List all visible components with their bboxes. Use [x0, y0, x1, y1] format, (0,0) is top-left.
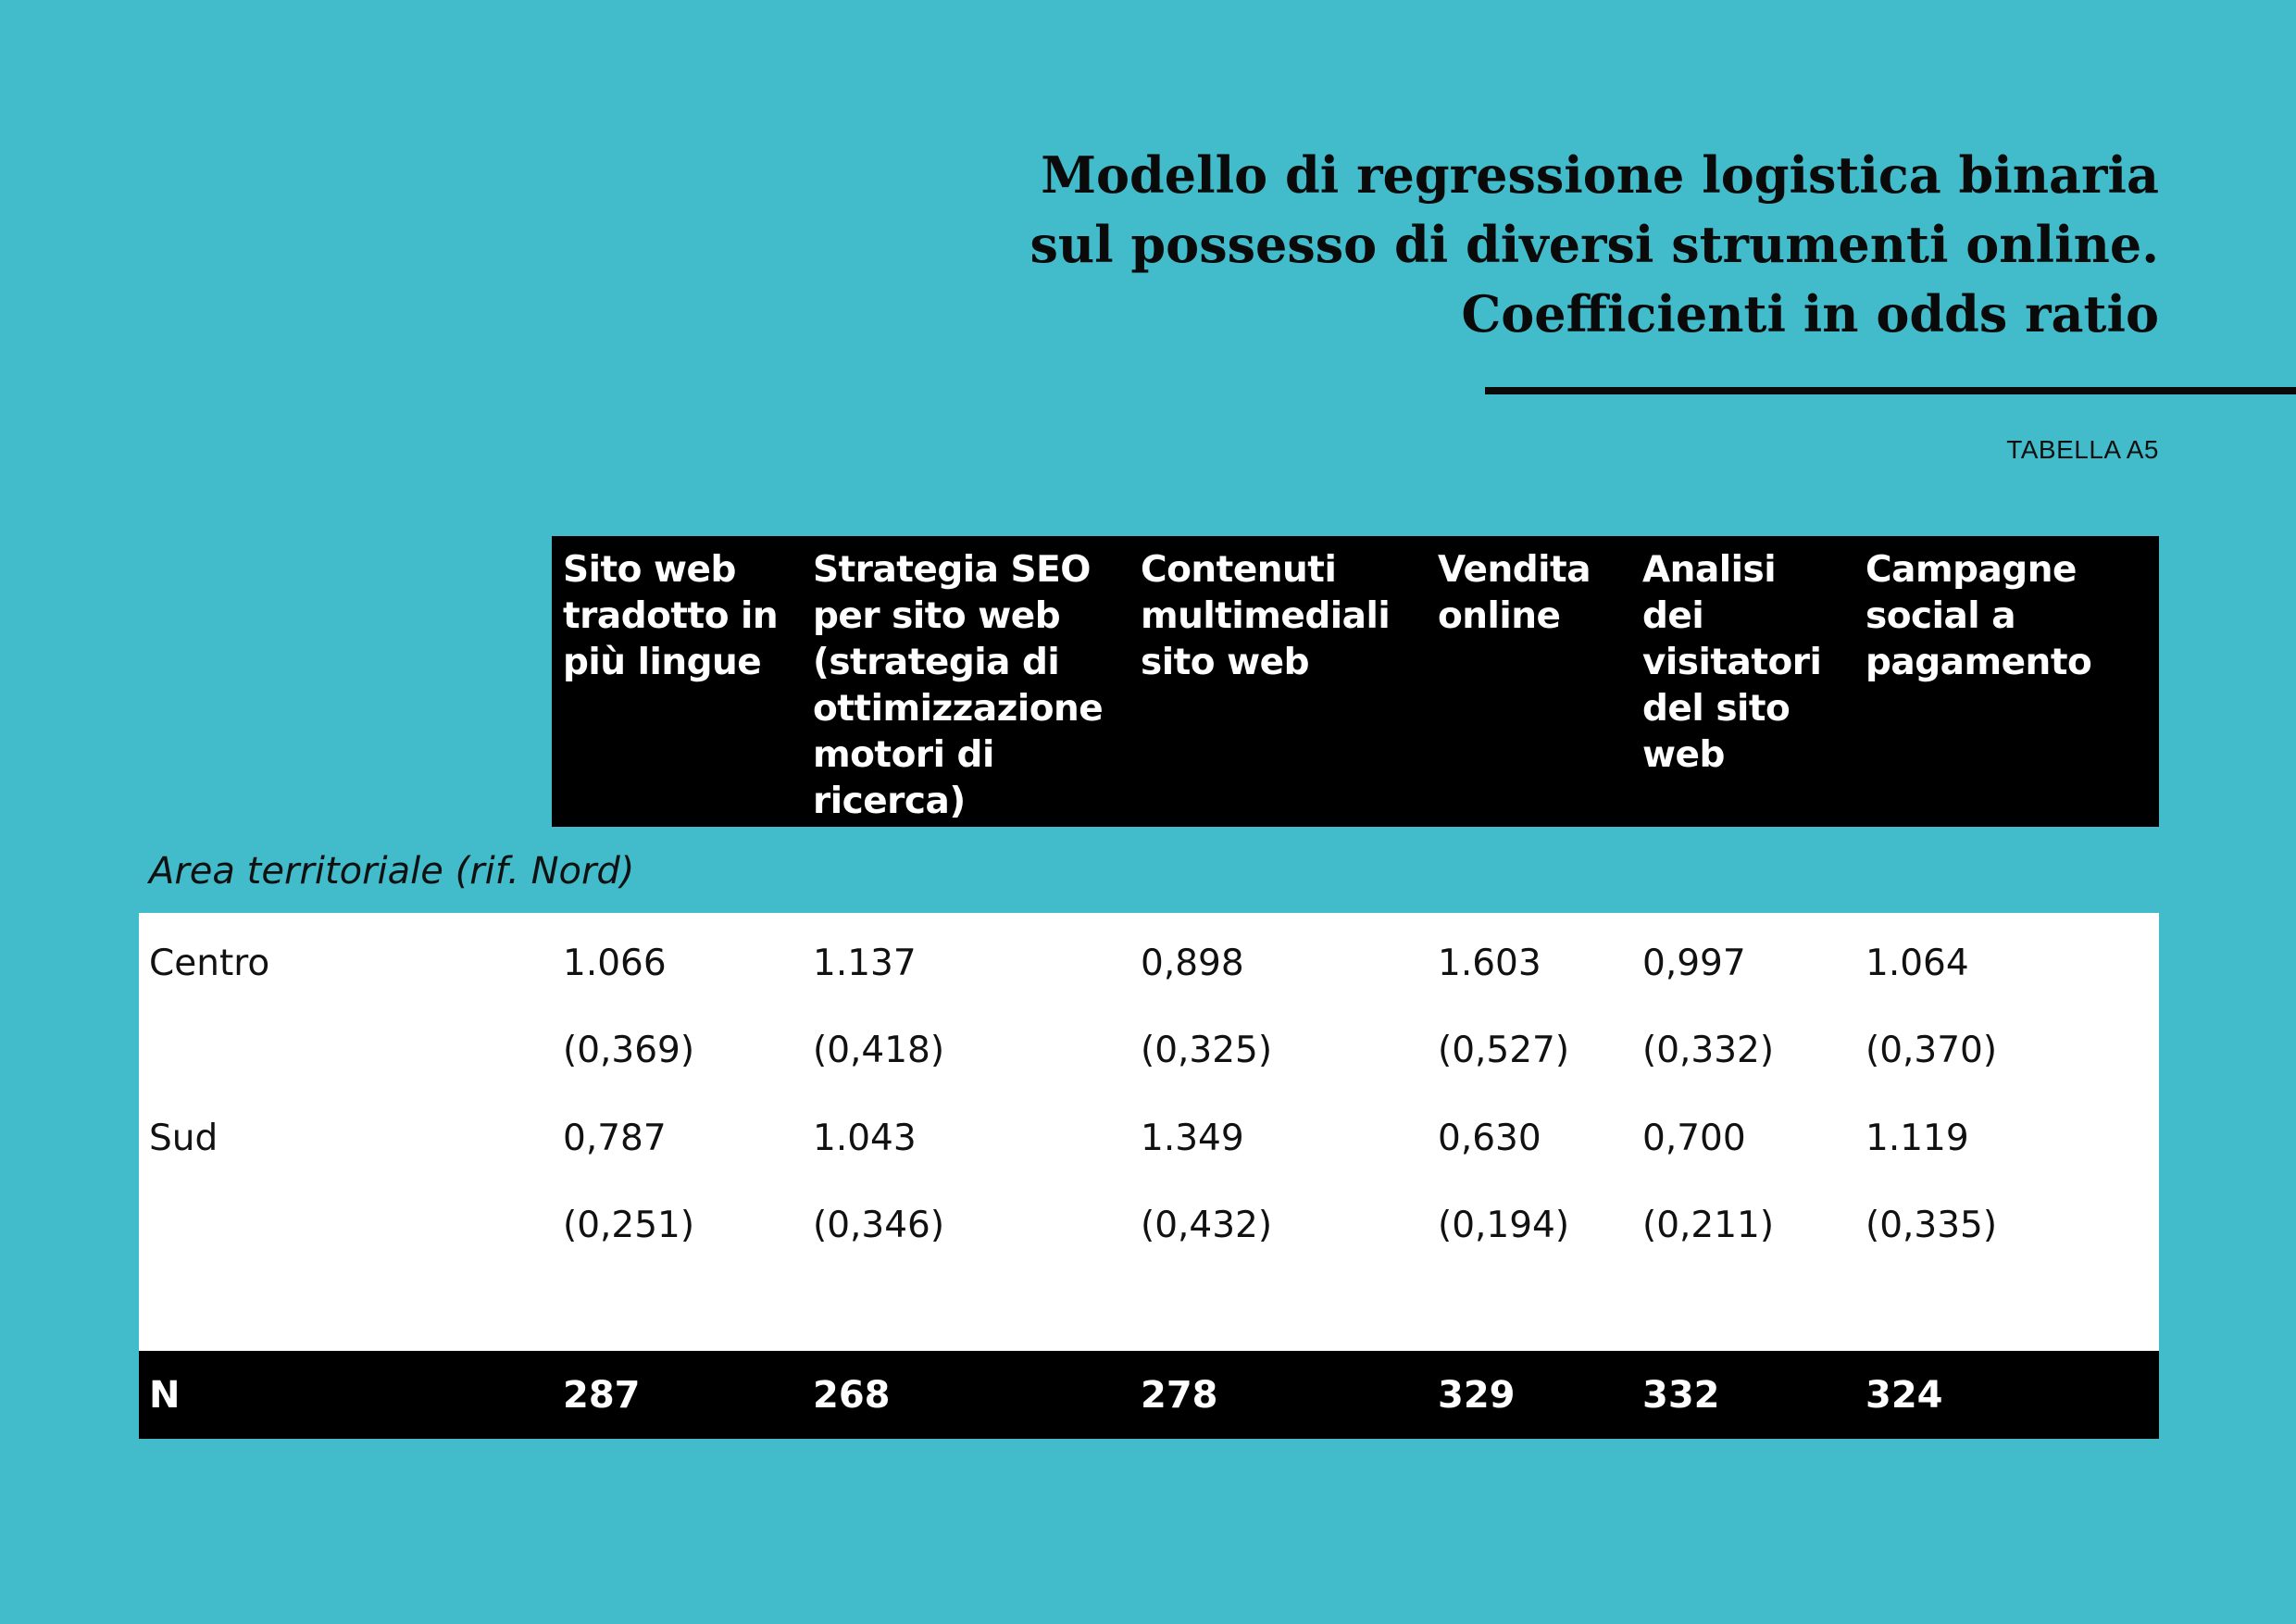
n-row-label: N	[149, 1374, 181, 1417]
cell-value: 1.119	[1866, 1118, 1969, 1159]
column-header-line: Contenuti	[1141, 549, 1337, 591]
column-header-line: social a	[1866, 595, 2016, 637]
column-header-line: Vendita	[1438, 549, 1591, 591]
n-value: 329	[1438, 1374, 1516, 1417]
column-header-1	[563, 547, 778, 686]
cell-value: 0,700	[1642, 1118, 1746, 1159]
column-header-line: motori di	[813, 734, 994, 776]
row-label-centro: Centro	[149, 943, 270, 984]
cell-error: (0,432)	[1141, 1205, 1273, 1246]
row-label-sud: Sud	[149, 1118, 218, 1159]
column-header-line: ottimizzazione	[813, 688, 1104, 730]
title-divider	[1485, 387, 2296, 394]
cell-value: 1.064	[1866, 943, 1969, 984]
column-header-line: per sito web	[813, 595, 1061, 637]
cell-value: 0,898	[1141, 943, 1244, 984]
cell-value: 0,630	[1438, 1118, 1541, 1159]
cell-error: (0,211)	[1642, 1205, 1775, 1246]
column-header-line: Campagne	[1866, 549, 2077, 591]
cell-value: 1.043	[813, 1118, 917, 1159]
cell-value: 0,787	[563, 1118, 667, 1159]
cell-value: 1.066	[563, 943, 667, 984]
column-header-line: (strategia di	[813, 642, 1060, 683]
cell-error: (0,369)	[563, 1030, 695, 1071]
group-label: Area territoriale (rif. Nord)	[149, 850, 635, 893]
column-header-3	[1141, 547, 1390, 686]
cell-error: (0,370)	[1866, 1030, 1998, 1071]
column-header-4	[1438, 547, 1591, 640]
column-header-2	[813, 547, 1103, 825]
column-header-line: Strategia SEO	[813, 549, 1091, 591]
cell-error: (0,325)	[1141, 1030, 1273, 1071]
cell-value: 1.603	[1438, 943, 1541, 984]
cell-error: (0,335)	[1866, 1205, 1998, 1246]
column-header-5	[1642, 547, 1821, 779]
n-value: 287	[563, 1374, 641, 1417]
title-line-3: Coefficienti in odds ratio	[1461, 284, 2159, 344]
title-line-1: Modello di regressione logistica binaria	[1041, 145, 2159, 205]
column-header-line: dei	[1642, 595, 1704, 637]
column-header-line: del sito	[1642, 688, 1791, 730]
title-line-2: sul possesso di diversi strumenti online.	[1029, 215, 2159, 274]
column-header-line: ricerca)	[813, 781, 966, 822]
column-header-line: Analisi	[1642, 549, 1777, 591]
column-header-line: sito web	[1141, 642, 1309, 683]
n-value: 268	[813, 1374, 891, 1417]
cell-value: 0,997	[1642, 943, 1746, 984]
cell-error: (0,251)	[563, 1205, 695, 1246]
document-title	[863, 141, 2159, 349]
cell-error: (0,346)	[813, 1205, 945, 1246]
cell-error: (0,418)	[813, 1030, 945, 1071]
column-header-line: multimediali	[1141, 595, 1391, 637]
cell-error: (0,527)	[1438, 1030, 1570, 1071]
table-label: TABELLA A5	[2006, 435, 2159, 464]
cell-error: (0,194)	[1438, 1205, 1570, 1246]
column-header-line: Sito web	[563, 549, 736, 591]
column-header-6	[1866, 547, 2091, 686]
column-header-line: online	[1438, 595, 1561, 637]
n-value: 324	[1866, 1374, 1943, 1417]
column-header-line: web	[1642, 734, 1725, 776]
n-value: 278	[1141, 1374, 1218, 1417]
cell-value: 1.137	[813, 943, 917, 984]
n-value: 332	[1642, 1374, 1720, 1417]
cell-error: (0,332)	[1642, 1030, 1775, 1071]
column-header-line: visitatori	[1642, 642, 1822, 683]
column-header-line: più lingue	[563, 642, 762, 683]
column-header-line: pagamento	[1866, 642, 2092, 683]
cell-value: 1.349	[1141, 1118, 1244, 1159]
column-header-line: tradotto in	[563, 595, 779, 637]
